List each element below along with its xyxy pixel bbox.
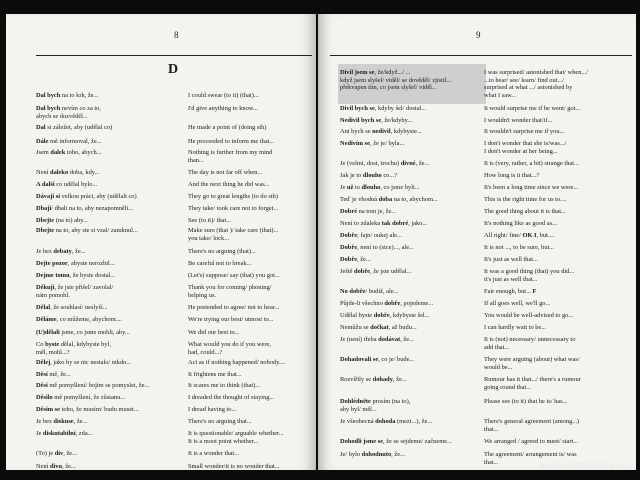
page-number-left: 8 [174, 30, 179, 40]
czech-phrase: Dbají/ dbali na to, aby nezapomněli... [36, 205, 134, 212]
section-letter: D [168, 62, 179, 77]
english-translation: There's general agreement (among...) that... [484, 418, 580, 433]
czech-phrase: A další co udělal bylo... [36, 181, 98, 188]
english-translation: And the next thing he did was... [188, 181, 270, 188]
english-translation: Be careful not to break... [188, 260, 252, 267]
english-translation: It is (not) necessary/ unnecessary to add that... [484, 336, 576, 351]
english-translation: They were arguing (about) what was/ would be... [484, 356, 580, 371]
czech-phrase: Děsí mě pomyšlení/ bojím se pomyslet, že... [36, 382, 150, 389]
czech-phrase: Dohodli jsme se, že se sejdeme/ začneme... [340, 438, 452, 445]
czech-phrase: Je (není) třeba dodávat, že... [340, 336, 414, 343]
czech-phrase: Teď je vhodná doba na to, abychom... [340, 196, 438, 203]
english-translation: They take/ took care not to forget... [188, 205, 279, 212]
right-page [318, 14, 636, 470]
czech-phrase: Dávají si velkou práci, aby (udělali co) [36, 193, 137, 200]
czech-phrase: Je už to dlouho, co jsme byli... [340, 184, 420, 191]
english-translation: We did our best to... [188, 329, 240, 336]
czech-phrase: Není daleko doba, kdy... [36, 169, 100, 176]
english-translation: It is (very, rather, a bit) strange that... [484, 160, 579, 167]
english-translation: Act as if nothing happened/ nobody.... [188, 359, 286, 366]
english-translation: He made a point of (doing sth) [188, 124, 267, 131]
english-translation: If all goes well, we'll go... [484, 300, 551, 307]
english-translation: It scares me to think (that)... [188, 382, 261, 389]
czech-phrase: Dohadovali se, co je/ bude... [340, 356, 415, 363]
czech-phrase: Dělej, jako by se nic nestalo/ nikdo... [36, 359, 132, 366]
english-translation: It's nothing like as good as... [484, 220, 557, 227]
english-translation: Please see (to it) that he is/ has... [484, 398, 568, 405]
english-translation: Make sure (that )/ take care (that)... you take/ lock... [188, 227, 279, 242]
english-translation: There's no arguing that... [188, 418, 252, 425]
czech-phrase: Děsí mě, že... [36, 371, 71, 378]
english-translation: I was surprised/ astonished that/ when.../ ...to hear/ see/ learn/ find out.../ surprised at what .../ astonished by what I saw... [484, 69, 589, 99]
english-translation: See (to it)/ that... [188, 217, 231, 224]
czech-phrase: Nemůžu se dočkat, až budu... [340, 324, 417, 331]
english-translation: (Let's) suppose/ say (that) you got... [188, 272, 280, 279]
english-translation: All right/ fine/ OK I, but.... [484, 232, 555, 239]
czech-phrase: Dohlédněte prosím (na to), aby byl/ měl... [340, 398, 411, 413]
czech-phrase: Rozvířily se dohady, že... [340, 376, 407, 383]
czech-phrase: Dále mě informoval, že... [36, 138, 102, 145]
czech-phrase: Děláme, co můžeme, abychom.... [36, 316, 123, 323]
czech-phrase: Jak je to dlouho co...? [340, 172, 398, 179]
english-translation: It's been a long time since we were... [484, 184, 579, 191]
czech-phrase: No dobře/ budiž, ale... [340, 288, 399, 295]
czech-phrase: Dělal, že souhlasí/ neslyší... [36, 304, 108, 311]
czech-phrase: Dobře; fajn/ oukej ale... [340, 232, 402, 239]
czech-phrase: Udělal byste dobře, kdybyste šel... [340, 312, 430, 319]
czech-phrase: Ještě dobře, že jste udělal... [340, 268, 412, 275]
czech-phrase: Nedivím se, že je/ byla... [340, 140, 405, 147]
site-watermark: www.vsechnyknihy.cz [540, 460, 627, 470]
czech-phrase: Je bez debaty, že... [36, 248, 86, 255]
czech-phrase: Je/ bylo dohodnuto, že... [340, 451, 405, 458]
english-translation: The day is not far off when... [188, 169, 263, 176]
czech-phrase: Jsem dalek toho, abych... [36, 149, 102, 156]
czech-phrase: Dal bych na to krk, že... [36, 92, 99, 99]
english-translation: I could swear (to it) (that)... [188, 92, 259, 99]
english-translation: I'd give anything to know... [188, 105, 258, 112]
czech-phrase: Děsím se toho, že musím/ budu muset... [36, 406, 139, 413]
english-translation: There's no arguing (that)... [188, 248, 256, 255]
czech-phrase: Děsilo mě pomyšlení, že zůstanu... [36, 394, 126, 401]
english-translation: It is not ..., to be sure, but... [484, 244, 555, 251]
english-translation: This is the right time for us to.... [484, 196, 567, 203]
english-translation: Nothing is further from my mind than... [188, 149, 273, 164]
english-translation: They go to great lengths (to do sth) [188, 193, 278, 200]
english-translation: I dreaded the thought of staying... [188, 394, 275, 401]
czech-phrase: Ani bych se nedivil, kdybyste... [340, 128, 422, 135]
czech-phrase: Není to zdaleka tak dobré, jako... [340, 220, 428, 227]
english-translation: What would you do if you were, had, could...? [188, 341, 271, 356]
english-translation: You would be well-advised to go... [484, 312, 574, 319]
english-translation: We're trying our best/ utmost to... [188, 316, 274, 323]
czech-phrase: Není divu, že... [36, 463, 76, 470]
czech-phrase: Dal si záležet, aby (udělal co) [36, 124, 113, 131]
czech-phrase: Dobře, že... [340, 256, 371, 263]
czech-phrase: Dbejte na to, aby ste si vzal/ zamknul... [36, 227, 138, 234]
czech-phrase: Půjde-li všechno dobře, pojedeme... [340, 300, 434, 307]
header-rule-left [36, 55, 312, 56]
english-translation: It was a good thing (that) you did... it's just as well that... [484, 268, 575, 283]
czech-phrase: Dobře, není to (sice)..., ale... [340, 244, 414, 251]
english-translation: He proceeded to inform me that... [188, 138, 275, 145]
page-number-right: 9 [476, 30, 481, 40]
czech-phrase: Divil bych se, kdyby šel/ dostal... [340, 105, 427, 112]
czech-phrase: Divil jsem se, že/když.../ ... když jsem slyšel/ viděl/ se dověděl/ zjistil... překvapen tím, co jsem slyšel/ viděl... [340, 69, 452, 92]
english-translation: Thank you for coming/ phoning/ helping us. [188, 284, 272, 299]
english-translation: The agreement/ arrangement is/ was that... [484, 451, 577, 466]
czech-phrase: Je diskutabilní, zda... [36, 430, 93, 437]
english-translation: It's just as well that... [484, 256, 538, 263]
czech-phrase: Děkuji, že jste přišel/ zavolal/ nám pomohl. [36, 284, 114, 299]
czech-phrase: Dobré na tom je, že... [340, 208, 397, 215]
english-translation: The good thing about it is that... [484, 208, 566, 215]
left-page [6, 14, 316, 470]
english-translation: How long is it that...? [484, 172, 540, 179]
header-rule-right [330, 55, 632, 56]
english-translation: Small wonder/it is no wonder that... [188, 463, 280, 470]
english-translation: He pretended to agree/ not to hear... [188, 304, 280, 311]
czech-phrase: (U)dělali jsme, co jsme mohli, aby... [36, 329, 130, 336]
english-translation: I don't wonder that she is/was.../ I don't wonder at her being... [484, 140, 567, 155]
english-translation: I wouldn't wonder that/if... [484, 117, 553, 124]
english-translation: I can hardly wait to be... [484, 324, 547, 331]
czech-phrase: Je všeobecná dohoda (mezi...), že... [340, 418, 433, 425]
czech-phrase: (To) je div, že... [36, 450, 77, 457]
czech-phrase: Co byste dělal, kdybyste byl, měl, mohl...? [36, 341, 111, 356]
czech-phrase: Dejme tomu, že byste dostal... [36, 272, 116, 279]
english-translation: I dread having to... [188, 406, 237, 413]
english-translation: It frightens me that... [188, 371, 242, 378]
czech-phrase: Dbejte (na to) aby... [36, 217, 88, 224]
czech-phrase: Je bez diskuse, že... [36, 418, 88, 425]
czech-phrase: Nedivil bych se, že/kdyby... [340, 117, 413, 124]
english-translation: It is questionable/ arguable whether... It is a moot point whether... [188, 430, 284, 445]
czech-phrase: Dal bych nevím co za to, abych se dozvěděl... [36, 105, 101, 120]
czech-phrase: Je (velmi, dost, trochu) divné, že... [340, 160, 430, 167]
english-translation: Fair enough, but... F [484, 288, 537, 295]
english-translation: We arranged / agreed to meet/ start... [484, 438, 579, 445]
czech-phrase: Dejte pozor, abyste nerozbil... [36, 260, 115, 267]
english-translation: It wouldn't surprise me if you... [484, 128, 565, 135]
english-translation: It would surprise me if he went/ got... [484, 105, 581, 112]
english-translation: It is a wonder that... [188, 450, 239, 457]
english-translation: Rumour has it that.../ there's a rumour going round that... [484, 376, 581, 391]
